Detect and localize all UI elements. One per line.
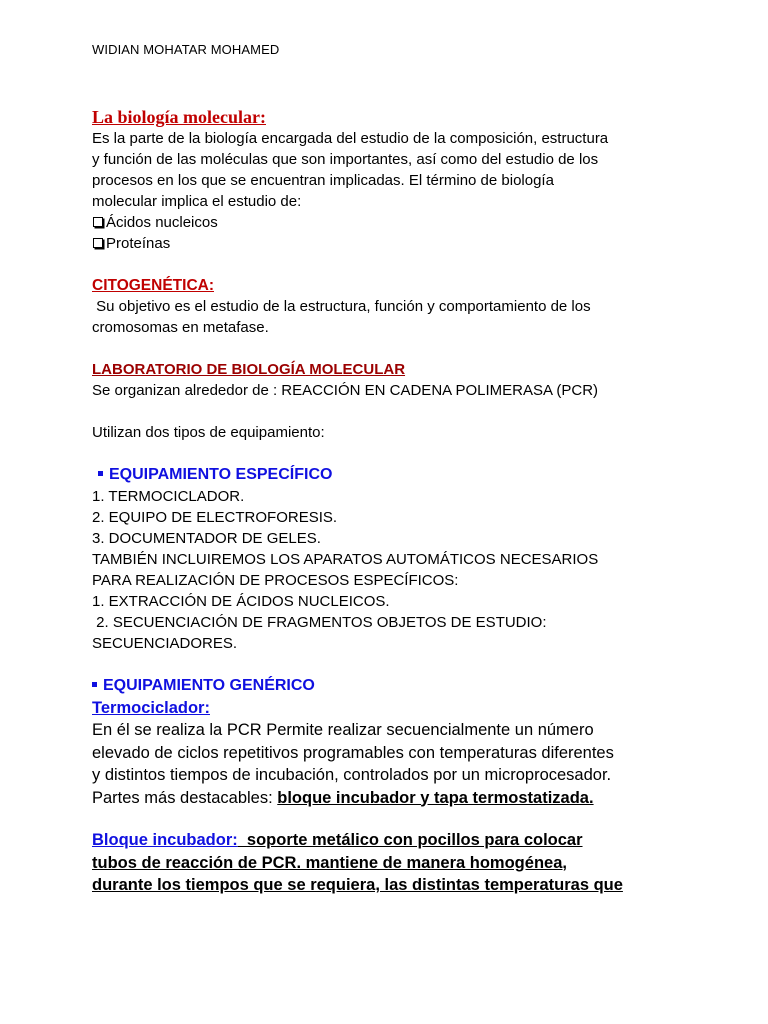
paragraph-line: y distintos tiempos de incubación, controlados por un microprocesador. xyxy=(92,766,612,784)
paragraph-line: TAMBIÉN INCLUIREMOS LOS APARATOS AUTOMÁTICOS NECESARIOS xyxy=(92,551,599,568)
paragraph-line: Su objetivo es el estudio de la estructura, función y comportamiento de los xyxy=(92,298,591,315)
list-item: 2. EQUIPO DE ELECTROFORESIS. xyxy=(92,509,338,526)
square-bullet-icon xyxy=(98,471,103,476)
list-item: 1. TERMOCICLADOR. xyxy=(92,488,245,505)
list-item-label: Ácidos nucleicos xyxy=(106,214,218,231)
list-item: 2. SECUENCIACIÓN DE FRAGMENTOS OBJETOS DE ESTUDIO: xyxy=(92,614,547,631)
list-item: 1. EXTRACCIÓN DE ÁCIDOS NUCLEICOS. xyxy=(92,593,390,610)
document-body xyxy=(92,106,692,897)
paragraph-line: PARA REALIZACIÓN DE PROCESOS ESPECÍFICOS: xyxy=(92,572,459,589)
checkbox-bullet-icon xyxy=(93,217,103,227)
list-item: 3. DOCUMENTADOR DE GELES. xyxy=(92,530,321,547)
heading-citogenetica: CITOGENÉTICA: xyxy=(92,277,214,294)
list-item xyxy=(92,233,692,254)
heading-label: EQUIPAMIENTO ESPECÍFICO xyxy=(109,466,333,483)
subheading-termociclador: Termociclador: xyxy=(92,699,210,717)
paragraph-line xyxy=(92,787,692,810)
heading-label: EQUIPAMIENTO GENÉRICO xyxy=(103,677,315,694)
author-header: WIDIAN MOHATAR MOHAMED xyxy=(92,42,280,57)
bold-text: soporte metálico con pocillos para colocar xyxy=(237,831,583,849)
paragraph-line: cromosomas en metafase. xyxy=(92,319,269,336)
paragraph-line: SECUENCIADORES. xyxy=(92,635,238,652)
paragraph-line: elevado de ciclos repetitivos programables con temperaturas diferentes xyxy=(92,743,614,762)
paragraph-line: Es la parte de la biología encargada del estudio de la composición, estructura xyxy=(92,130,609,147)
square-bullet-icon xyxy=(92,682,97,687)
paragraph-line: durante los tiempos que se requiera, las distintas temperaturas que xyxy=(92,876,623,894)
paragraph-line: procesos en los que se encuentran implicadas. El término de biología xyxy=(92,172,554,189)
heading-laboratorio: LABORATORIO DE BIOLOGÍA MOLECULAR xyxy=(92,361,406,378)
paragraph-line: y función de las moléculas que son importantes, así como del estudio de los xyxy=(92,151,599,168)
paragraph-line: molecular implica el estudio de: xyxy=(92,193,302,210)
partes-highlight: bloque incubador y tapa termostatizada. xyxy=(277,788,594,807)
partes-prefix: Partes más destacables: xyxy=(92,788,278,807)
heading-biologia-molecular: La biología molecular: xyxy=(92,107,266,127)
paragraph-line xyxy=(92,829,692,852)
paragraph-line: Utilizan dos tipos de equipamiento: xyxy=(92,424,325,441)
checkbox-bullet-icon xyxy=(93,238,103,248)
subheading-bloque-incubador: Bloque incubador: xyxy=(92,831,238,849)
heading-equipamiento-especifico xyxy=(92,464,692,486)
paragraph-line: En él se realiza la PCR Permite realizar secuencialmente un número xyxy=(92,721,594,739)
heading-equipamiento-generico xyxy=(92,675,692,697)
list-item-label: Proteínas xyxy=(106,235,171,252)
paragraph-line: Se organizan alrededor de : REACCIÓN EN CADENA POLIMERASA (PCR) xyxy=(92,382,599,399)
paragraph-line: tubos de reacción de PCR. mantiene de manera homogénea, xyxy=(92,853,567,872)
list-item xyxy=(92,212,692,233)
